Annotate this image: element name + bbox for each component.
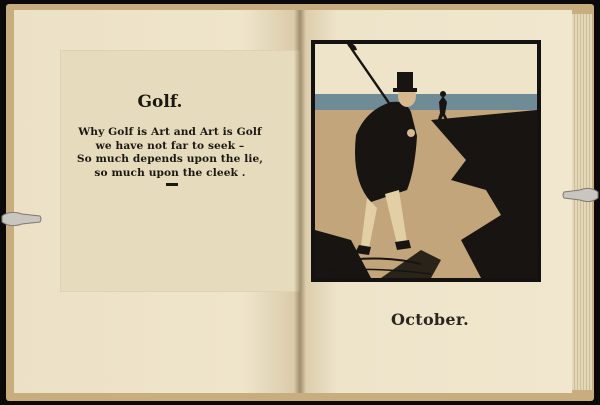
book-gutter	[294, 10, 306, 393]
left-page	[14, 10, 300, 393]
print-sea	[315, 94, 537, 112]
right-page-clip	[562, 184, 600, 206]
left-page-clip	[0, 208, 44, 230]
print-top-hat	[397, 72, 413, 90]
verse-line: so much upon the cleek .	[94, 166, 246, 179]
poem-verse	[40, 126, 300, 180]
golfer-woodcut-print	[311, 40, 541, 282]
verse-line: So much depends upon the lie,	[76, 153, 264, 165]
month-caption: October.	[390, 310, 470, 329]
poem-title: Golf.	[137, 92, 183, 112]
verse-line: we have not far to seek –	[95, 139, 245, 152]
print-sky	[315, 44, 537, 94]
verse-line: Why Golf is Art and Art is Golf	[78, 126, 262, 138]
poem-end-dash	[166, 183, 178, 186]
